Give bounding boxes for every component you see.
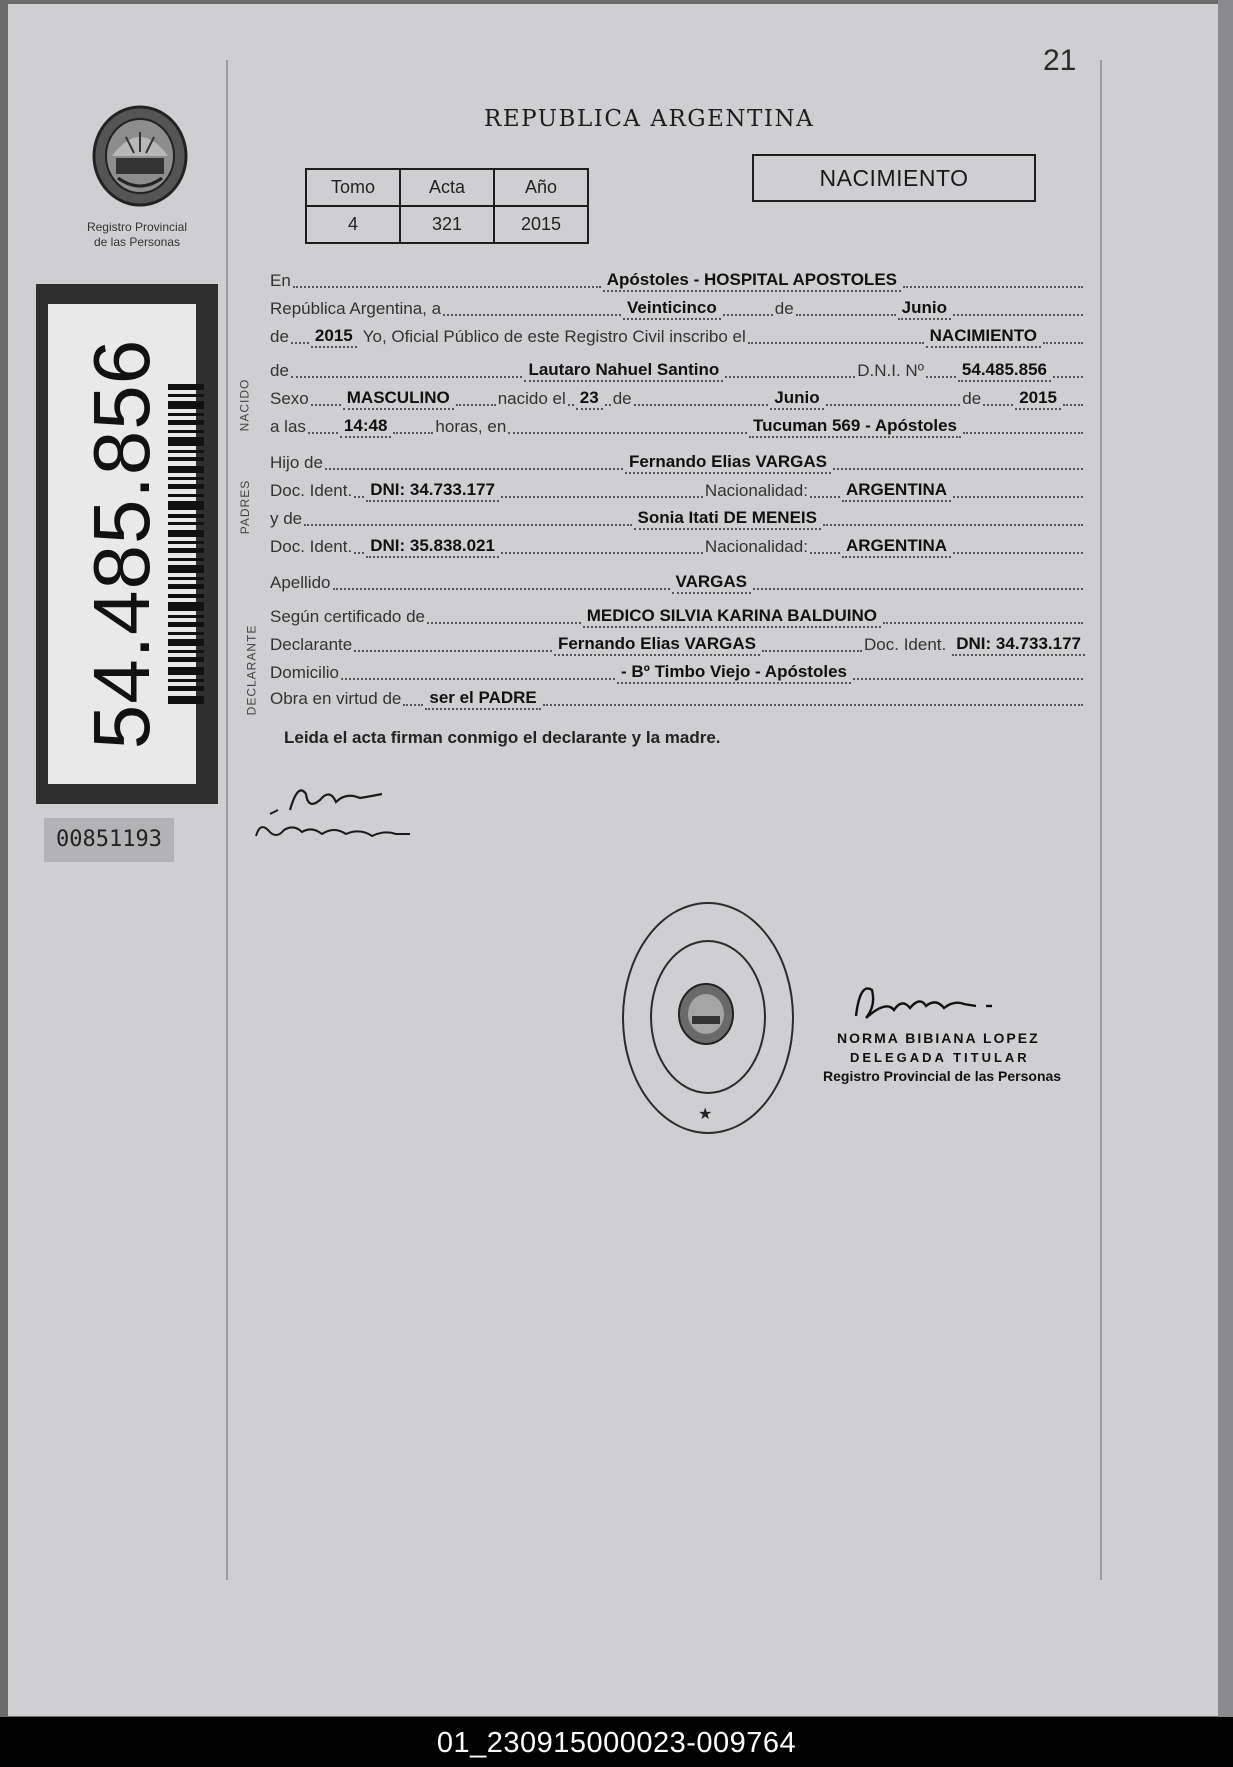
label-republica: República Argentina, a — [270, 299, 442, 318]
dots — [983, 404, 1013, 406]
row-declarant — [270, 634, 1085, 656]
dots — [634, 404, 769, 406]
row-father — [270, 452, 1085, 474]
field-birth-month: Junio — [770, 388, 823, 410]
dots — [762, 650, 862, 652]
dots — [823, 524, 1083, 526]
label-nacido-el: nacido el — [497, 389, 566, 408]
label-sexo: Sexo — [270, 389, 309, 408]
dots — [963, 432, 1083, 434]
dots — [293, 286, 601, 288]
dots — [501, 496, 703, 498]
page-number: 21 — [1043, 44, 1077, 77]
dots — [826, 404, 961, 406]
field-year: 2015 — [311, 326, 357, 348]
margin-rule-right — [1100, 60, 1102, 1580]
label-de-month: de — [962, 389, 982, 408]
document-page — [8, 4, 1220, 1716]
field-place: Apóstoles - HOSPITAL APOSTOLES — [603, 270, 901, 292]
field-domicile: - Bº Timbo Viejo - Apóstoles — [617, 662, 851, 684]
row-place — [270, 270, 1085, 292]
field-sex: MASCULINO — [343, 388, 454, 410]
label-y-de: y de — [270, 509, 303, 528]
seal-caption — [72, 220, 202, 250]
dots — [354, 650, 552, 652]
field-dni: 54.485.856 — [958, 360, 1051, 382]
registry-table — [305, 168, 589, 244]
row-certificate — [270, 606, 1085, 628]
field-certificate: MEDICO SILVIA KARINA BALDUINO — [583, 606, 881, 628]
row-sex — [270, 388, 1085, 410]
dots — [1053, 376, 1083, 378]
field-day-words: Veinticinco — [623, 298, 721, 320]
field-address: Tucuman 569 - Apóstoles — [749, 416, 961, 438]
dots — [953, 552, 1083, 554]
dots — [725, 376, 855, 378]
seal-caption-line1: Registro Provincial — [86, 220, 188, 234]
dots — [568, 404, 574, 406]
field-declarant-doc: DNI: 34.733.177 — [952, 634, 1085, 656]
row-time — [270, 416, 1085, 438]
field-declarant: Fernando Elias VARGAS — [554, 634, 760, 656]
page-edge — [1218, 0, 1233, 1720]
dots — [291, 376, 523, 378]
stamp-number: 00851193 — [44, 818, 174, 862]
field-mother-doc: DNI: 35.838.021 — [366, 536, 499, 558]
ano-header: Año — [494, 169, 588, 206]
dots — [723, 314, 773, 316]
stamp-emblem-icon — [676, 982, 736, 1046]
label-en: En — [270, 271, 291, 290]
field-capacity: ser el PADRE — [425, 688, 540, 710]
dots — [501, 552, 703, 554]
field-birth-day: 23 — [576, 388, 603, 410]
acta-value: 321 — [400, 206, 494, 243]
dots — [810, 496, 840, 498]
official-stamp — [620, 900, 796, 1136]
dots — [810, 552, 840, 554]
dots — [903, 286, 1083, 288]
official-name: NORMA BIBIANA LOPEZ — [837, 1030, 1040, 1046]
row-domicile — [270, 662, 1085, 684]
field-surname: VARGAS — [672, 572, 751, 594]
dots — [311, 404, 341, 406]
dots — [291, 342, 309, 344]
dots — [953, 314, 1083, 316]
label-yo-oficial: Yo, Oficial Público de este Registro Civil inscribo el — [362, 327, 746, 346]
dots — [1043, 342, 1083, 344]
row-capacity — [270, 688, 1085, 710]
dots — [403, 704, 423, 706]
dots — [456, 404, 496, 406]
row-father-doc — [270, 480, 1085, 502]
label-doc-ident: Doc. Ident. — [270, 537, 353, 556]
footer-id: 01_230915000023-009764 — [436, 1727, 797, 1759]
dots — [926, 376, 956, 378]
field-act: NACIMIENTO — [926, 326, 1041, 348]
tomo-header: Tomo — [306, 169, 400, 206]
label-de-day: de — [612, 389, 632, 408]
label-doc-ident: Doc. Ident. — [270, 481, 353, 500]
dots — [308, 432, 338, 434]
dots — [883, 622, 1083, 624]
row-surname — [270, 572, 1085, 594]
dots — [508, 432, 747, 434]
section-label-declarante: DECLARANTE — [244, 624, 259, 716]
row-child — [270, 360, 1085, 382]
dots — [304, 524, 631, 526]
dots — [953, 496, 1083, 498]
closing-statement: Leida el acta firman conmigo el declarante y la madre. — [284, 728, 721, 747]
barcode-number: 54.485.856 — [77, 338, 166, 750]
dots — [341, 678, 615, 680]
dots — [333, 588, 670, 590]
field-month: Junio — [898, 298, 951, 320]
dots — [853, 678, 1083, 680]
barcode-bars — [168, 384, 204, 704]
field-mother-name: Sonia Itati DE MENEIS — [634, 508, 821, 530]
label-doc-ident-decl: Doc. Ident. — [864, 635, 947, 654]
dots — [605, 404, 611, 406]
dots — [443, 314, 621, 316]
dots — [427, 622, 581, 624]
dots — [1063, 404, 1083, 406]
field-father-name: Fernando Elias VARGAS — [625, 452, 831, 474]
barcode-label — [36, 284, 218, 804]
field-father-nationality: ARGENTINA — [842, 480, 951, 502]
dots — [354, 552, 364, 554]
section-label-nacido: NACIDO — [237, 378, 252, 432]
official-role: DELEGADA TITULAR — [850, 1050, 1030, 1065]
label-horas-en: horas, en — [435, 417, 507, 436]
dots — [753, 588, 1083, 590]
margin-rule-left — [226, 60, 228, 1580]
field-birth-year: 2015 — [1015, 388, 1061, 410]
dots — [748, 342, 924, 344]
row-date — [270, 298, 1085, 320]
label-de-year: de — [270, 327, 289, 346]
label-dni: D.N.I. Nº — [857, 361, 924, 380]
tomo-value: 4 — [306, 206, 400, 243]
label-a-las: a las — [270, 417, 306, 436]
dots — [354, 496, 364, 498]
dots — [543, 704, 1083, 706]
dots — [393, 432, 433, 434]
seal-caption-line2: de las Personas — [93, 235, 181, 249]
row-mother-doc — [270, 536, 1085, 558]
section-label-padres: PADRES — [238, 479, 253, 535]
label-domicilio: Domicilio — [270, 663, 339, 682]
row-year — [270, 326, 1085, 348]
official-office: Registro Provincial de las Personas — [823, 1068, 1062, 1084]
document-type-box: NACIMIENTO — [752, 154, 1036, 202]
footer-bar — [0, 1717, 1233, 1767]
field-father-doc: DNI: 34.733.177 — [366, 480, 499, 502]
stamp-star-icon: ★ — [698, 1106, 713, 1123]
label-obra: Obra en virtud de — [270, 689, 402, 708]
dots — [833, 468, 1083, 470]
ano-value: 2015 — [494, 206, 588, 243]
provincial-seal-icon — [90, 104, 190, 208]
dots — [796, 314, 896, 316]
document-title: REPUBLICA ARGENTINA — [484, 106, 815, 132]
dots — [325, 468, 623, 470]
label-apellido: Apellido — [270, 573, 331, 592]
label-nacionalidad: Nacionalidad: — [704, 481, 808, 500]
label-declarante: Declarante — [270, 635, 353, 654]
barcode-inner — [48, 304, 196, 784]
label-hijo-de: Hijo de — [270, 453, 323, 472]
label-nacionalidad: Nacionalidad: — [704, 537, 808, 556]
field-time: 14:48 — [340, 416, 391, 438]
label-de: de — [774, 299, 794, 318]
label-de-name: de — [270, 361, 289, 380]
label-segun: Según certificado de — [270, 607, 425, 626]
field-child-name: Lautaro Nahuel Santino — [524, 360, 723, 382]
acta-header: Acta — [400, 169, 494, 206]
declarant-signature — [250, 770, 450, 850]
field-mother-nationality: ARGENTINA — [842, 536, 951, 558]
row-mother — [270, 508, 1085, 530]
